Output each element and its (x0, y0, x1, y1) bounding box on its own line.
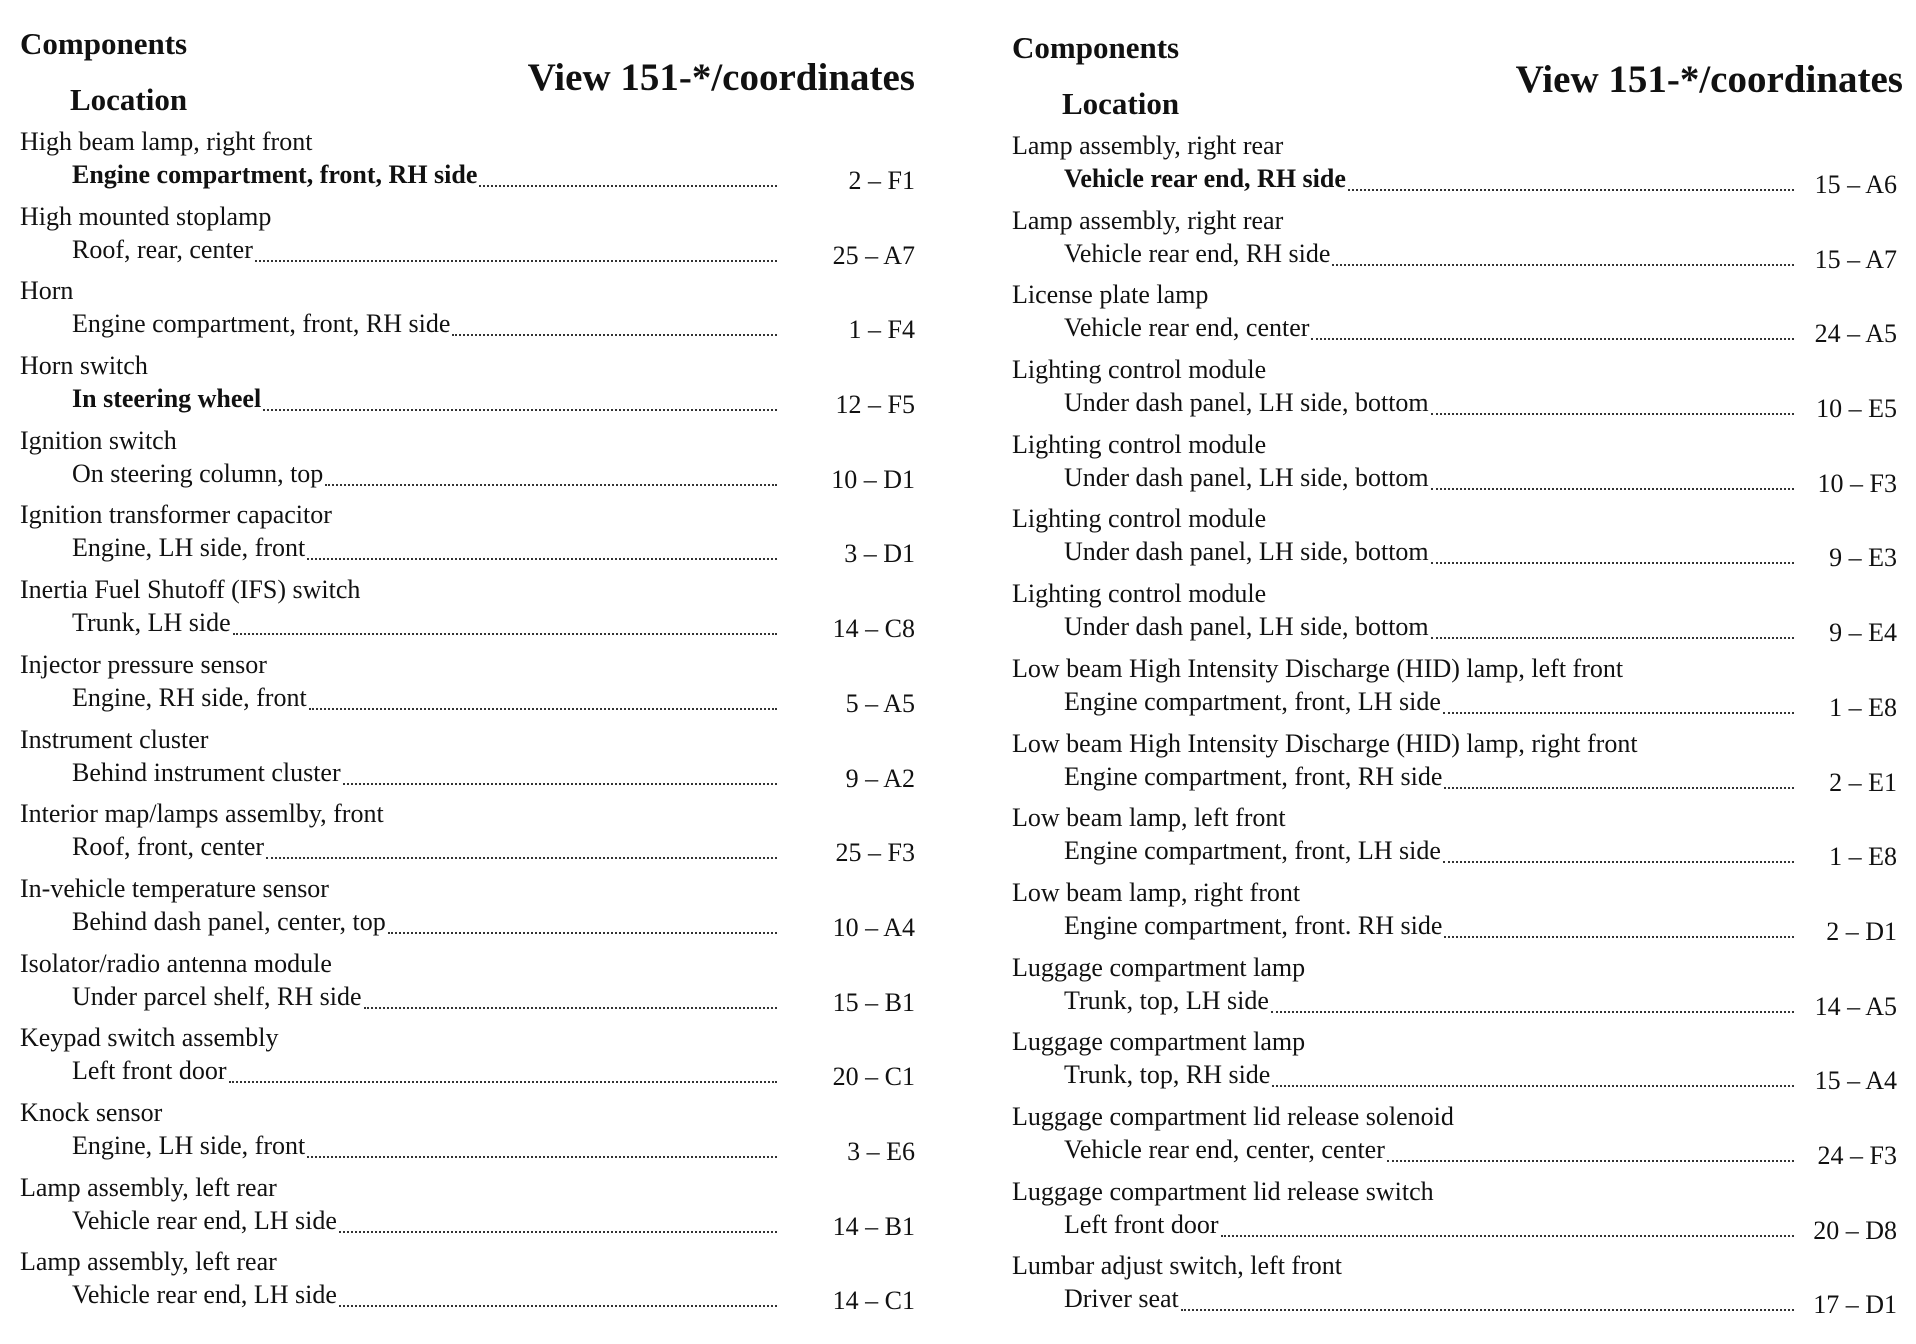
component-entry (20, 798, 915, 873)
view-coordinate: 5 – A5 (845, 688, 915, 718)
view-coordinate: 14 – A5 (1814, 991, 1897, 1021)
component-name: Low beam High Intensity Discharge (HID) lamp, left front (1012, 653, 1624, 683)
component-location: Trunk, top, RH side (1064, 1060, 1271, 1090)
component-entry (1012, 952, 1897, 1027)
dot-leader (1443, 861, 1794, 863)
view-coordinate: 20 – D8 (1813, 1215, 1897, 1245)
component-location: Roof, rear, center (72, 234, 253, 264)
component-name: License plate lamp (1012, 280, 1209, 310)
component-location: Vehicle rear end, RH side (1064, 238, 1331, 268)
component-entry (1012, 1026, 1897, 1101)
component-location: Engine compartment, front, RH side (1064, 761, 1443, 791)
view-coordinate: 9 – A2 (845, 763, 915, 793)
component-entry (1012, 1101, 1897, 1176)
view-coordinate: 17 – D1 (1813, 1290, 1897, 1320)
component-name: High mounted stoplamp (20, 201, 272, 231)
component-location: Vehicle rear end, LH side (72, 1280, 337, 1310)
location-line (72, 831, 777, 865)
component-name: Interior map/lamps assemlby, front (20, 799, 384, 829)
dot-leader (1348, 189, 1794, 191)
component-location: Under parcel shelf, RH side (72, 981, 362, 1011)
location-line (1064, 910, 1794, 944)
view-coordinate: 9 – E3 (1829, 543, 1897, 573)
component-entry (1012, 279, 1897, 354)
dot-leader (1181, 1309, 1794, 1311)
dot-leader (339, 1305, 777, 1307)
view-coordinate: 1 – F4 (848, 315, 915, 345)
component-location: Engine compartment, front, RH side (72, 309, 451, 339)
location-line (1064, 387, 1794, 421)
component-location: Under dash panel, LH side, bottom (1064, 537, 1429, 567)
dot-leader (1332, 264, 1794, 266)
component-location: Trunk, top, LH side (1064, 985, 1269, 1015)
component-name: Luggage compartment lid release solenoid (1012, 1101, 1454, 1131)
location-line (72, 1279, 777, 1313)
component-name: Horn switch (20, 351, 148, 381)
dot-leader (1272, 1085, 1794, 1087)
location-line (72, 234, 777, 268)
component-name: Low beam lamp, right front (1012, 877, 1301, 907)
component-location: Engine compartment, front, LH side (1064, 836, 1441, 866)
dot-leader (1431, 488, 1794, 490)
location-line (1064, 611, 1794, 645)
component-entry (20, 499, 915, 574)
dot-leader (233, 633, 777, 635)
component-location: Behind dash panel, center, top (72, 906, 386, 936)
dot-leader (263, 409, 777, 411)
component-name: Instrument cluster (20, 724, 209, 754)
dot-leader (307, 558, 777, 560)
component-location: Engine compartment, front, RH side (72, 160, 478, 189)
component-entry (20, 873, 915, 948)
view-coordinate: 10 – D1 (831, 464, 915, 494)
component-entry (20, 275, 915, 350)
dot-leader (1311, 338, 1794, 340)
dot-leader (255, 260, 777, 262)
component-location: Engine, RH side, front (72, 682, 307, 712)
location-line (1064, 1209, 1794, 1243)
dot-leader (1443, 712, 1794, 714)
view-coordinate: 10 – F3 (1817, 468, 1897, 498)
view-coordinate: 12 – F5 (835, 390, 915, 420)
location-line (72, 383, 777, 417)
component-entry (1012, 503, 1897, 578)
view-coordinate: 15 – A7 (1814, 244, 1897, 274)
component-name: Ignition switch (20, 425, 177, 455)
component-entry (1012, 877, 1897, 952)
component-location: Vehicle rear end, center (1064, 313, 1310, 343)
component-location: Vehicle rear end, RH side (1064, 164, 1346, 193)
component-entry (20, 350, 915, 425)
view-coordinate: 15 – A4 (1814, 1066, 1897, 1096)
location-line (72, 1055, 777, 1089)
location-line (1064, 1283, 1794, 1317)
component-entry (1012, 802, 1897, 877)
component-entry (20, 948, 915, 1023)
component-location: Under dash panel, LH side, bottom (1064, 612, 1429, 642)
component-entry (20, 201, 915, 276)
location-line (1064, 835, 1794, 869)
left-column (20, 0, 915, 1344)
location-line (1064, 686, 1794, 720)
component-name: Low beam lamp, left front (1012, 803, 1286, 833)
location-line (1064, 1059, 1794, 1093)
location-line (1064, 761, 1794, 795)
dot-leader (307, 1156, 777, 1158)
view-coordinate: 25 – F3 (835, 838, 915, 868)
component-name: Knock sensor (20, 1097, 163, 1127)
dot-leader (325, 484, 777, 486)
component-location: Engine compartment, front. RH side (1064, 910, 1443, 940)
view-coordinates-heading: View 151-*/coordinates (527, 56, 915, 99)
dot-leader (1444, 936, 1794, 938)
location-line (72, 308, 777, 342)
view-coordinate: 2 – F1 (848, 166, 915, 195)
location-line (1064, 1134, 1794, 1168)
location-line (72, 981, 777, 1015)
view-coordinate: 14 – C1 (832, 1286, 915, 1316)
component-name: Luggage compartment lid release switch (1012, 1176, 1434, 1206)
view-coordinate: 14 – C8 (832, 614, 915, 644)
component-location: Driver seat (1064, 1284, 1179, 1314)
component-entry (1012, 1176, 1897, 1251)
component-entry (1012, 1250, 1897, 1325)
view-coordinate: 24 – A5 (1814, 319, 1897, 349)
entry-list (1012, 130, 1897, 1325)
dot-leader (388, 932, 777, 934)
view-coordinate: 9 – E4 (1829, 618, 1897, 648)
component-name: Lamp assembly, right rear (1012, 131, 1284, 160)
view-coordinate: 20 – C1 (832, 1062, 915, 1092)
component-name: Ignition transformer capacitor (20, 500, 332, 530)
location-line (72, 1205, 777, 1239)
dot-leader (1271, 1011, 1794, 1013)
dot-leader (1444, 787, 1794, 789)
dot-leader (229, 1081, 777, 1083)
component-name: Inertia Fuel Shutoff (IFS) switch (20, 575, 361, 605)
view-coordinate: 24 – F3 (1817, 1140, 1897, 1170)
location-line (72, 159, 777, 193)
component-location: Engine compartment, front, LH side (1064, 686, 1441, 716)
components-heading: Components (20, 26, 188, 61)
view-coordinates-heading: View 151-*/coordinates (1515, 58, 1903, 101)
component-name: Horn (20, 276, 74, 306)
view-coordinate: 3 – E6 (847, 1136, 915, 1166)
component-location: Trunk, LH side (72, 608, 231, 638)
component-location: Left front door (1064, 1209, 1219, 1239)
dot-leader (1387, 1160, 1794, 1162)
dot-leader (364, 1007, 777, 1009)
component-name: Lighting control module (1012, 504, 1267, 534)
location-line (72, 458, 777, 492)
location-line (1064, 238, 1794, 272)
component-location: On steering column, top (72, 458, 324, 488)
dot-leader (479, 185, 777, 187)
component-name: Lighting control module (1012, 429, 1267, 459)
component-location: In steering wheel (72, 384, 262, 414)
component-entry (20, 126, 915, 201)
component-entry (20, 649, 915, 724)
component-location: Roof, front, center (72, 832, 265, 862)
view-coordinate: 15 – B1 (832, 987, 915, 1017)
location-line (1064, 163, 1794, 197)
component-entry (20, 724, 915, 799)
dot-leader (1431, 413, 1794, 415)
components-heading: Components (1012, 30, 1180, 65)
component-location: Left front door (72, 1056, 227, 1086)
component-location: Engine, LH side, front (72, 1130, 306, 1160)
component-entry (1012, 578, 1897, 653)
dot-leader (266, 857, 777, 859)
view-coordinate: 1 – E8 (1829, 842, 1897, 872)
component-entry (1012, 130, 1897, 205)
component-name: Lighting control module (1012, 579, 1267, 609)
view-coordinate: 14 – B1 (832, 1211, 915, 1241)
entry-list (20, 126, 915, 1321)
dot-leader (1431, 637, 1794, 639)
view-coordinate: 10 – E5 (1816, 394, 1897, 424)
component-entry (20, 1097, 915, 1172)
location-line (72, 532, 777, 566)
component-entry (1012, 205, 1897, 280)
location-line (1064, 462, 1794, 496)
location-line (1064, 985, 1794, 1019)
view-coordinate: 1 – E8 (1829, 692, 1897, 722)
view-coordinate: 25 – A7 (832, 240, 915, 270)
component-location: Engine, LH side, front (72, 533, 306, 563)
location-line (72, 906, 777, 940)
component-name: High beam lamp, right front (20, 127, 313, 156)
component-name: Lighting control module (1012, 355, 1267, 385)
dot-leader (1221, 1235, 1794, 1237)
component-name: Lamp assembly, left rear (20, 1247, 277, 1277)
component-name: Low beam High Intensity Discharge (HID) lamp, right front (1012, 728, 1638, 758)
component-name: Isolator/radio antenna module (20, 948, 332, 978)
component-location: Under dash panel, LH side, bottom (1064, 388, 1429, 418)
component-location: Vehicle rear end, LH side (72, 1205, 337, 1235)
location-line (72, 607, 777, 641)
component-name: In-vehicle temperature sensor (20, 873, 329, 903)
component-name: Lumbar adjust switch, left front (1012, 1251, 1342, 1281)
component-entry (1012, 728, 1897, 803)
view-coordinate: 2 – E1 (1829, 767, 1897, 797)
component-name: Injector pressure sensor (20, 649, 267, 679)
location-line (1064, 312, 1794, 346)
component-name: Luggage compartment lamp (1012, 952, 1306, 982)
component-location: Under dash panel, LH side, bottom (1064, 462, 1429, 492)
location-line (72, 757, 777, 791)
component-entry (1012, 429, 1897, 504)
view-coordinate: 3 – D1 (844, 539, 915, 569)
location-line (1064, 536, 1794, 570)
location-line (72, 1130, 777, 1164)
view-coordinate: 2 – D1 (1826, 916, 1897, 946)
component-name: Luggage compartment lamp (1012, 1027, 1306, 1057)
dot-leader (452, 334, 777, 336)
view-coordinate: 15 – A6 (1814, 170, 1897, 199)
dot-leader (343, 783, 777, 785)
component-entry (20, 574, 915, 649)
component-location: Vehicle rear end, center, center (1064, 1134, 1385, 1164)
component-entry (1012, 354, 1897, 429)
location-line (72, 682, 777, 716)
component-entry (20, 425, 915, 500)
view-coordinate: 10 – A4 (832, 912, 915, 942)
component-entry (20, 1172, 915, 1247)
component-name: Lamp assembly, right rear (1012, 205, 1284, 235)
component-location: Behind instrument cluster (72, 757, 341, 787)
location-heading: Location (70, 82, 188, 117)
component-name: Lamp assembly, left rear (20, 1172, 277, 1202)
component-entry (20, 1246, 915, 1321)
dot-leader (339, 1231, 777, 1233)
dot-leader (1431, 562, 1794, 564)
dot-leader (309, 708, 777, 710)
right-column (1012, 0, 1903, 1344)
location-heading: Location (1062, 86, 1180, 121)
component-name: Keypad switch assembly (20, 1023, 279, 1053)
component-entry (20, 1022, 915, 1097)
component-entry (1012, 653, 1897, 728)
